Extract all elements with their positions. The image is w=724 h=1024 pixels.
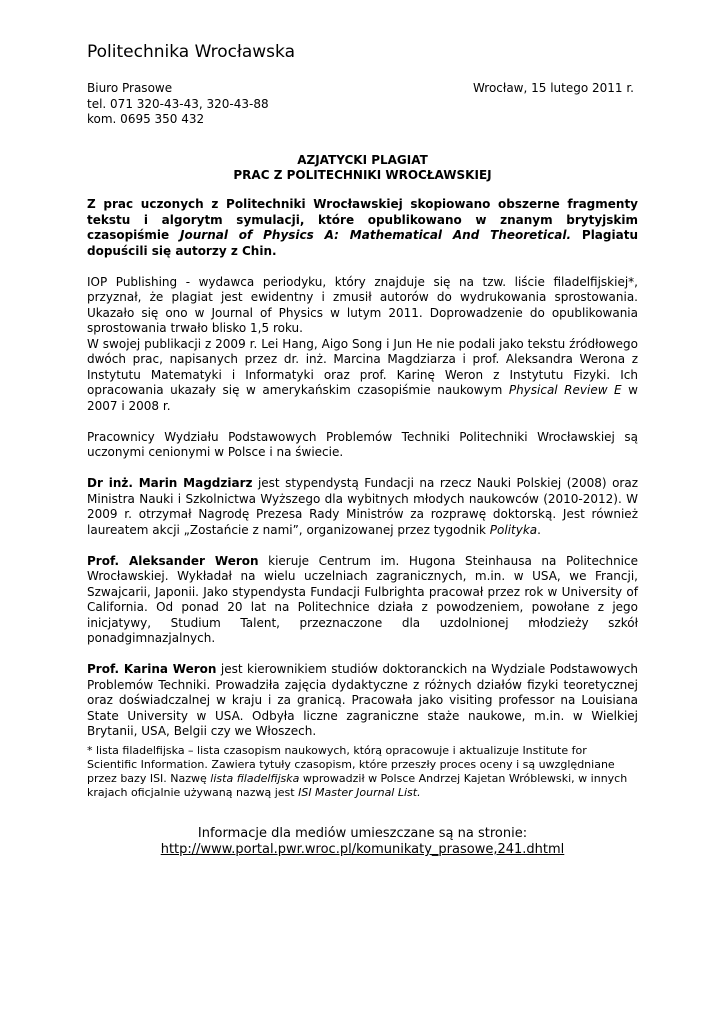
media-info [87,826,638,858]
publication-text-end: w 2007 i 2008 r. [87,383,638,413]
press-office-label: Biuro Prasowe [87,81,173,95]
paragraph-k-weron [87,662,638,740]
footnote-part-1: * lista filadelfijska – lista czasopism naukowych, którą opracowuje i aktualizuje Institute for Scientific Information. Zawiera tytuły czasopism, które przeszły proces oceny i są uwzględniane przez bazy ISI. Nazwę [87,744,615,785]
k-weron-text: jest kierownikiem studiów doktoranckich na Wydziale Podstawowych Problemów Techniki. Prowadziła zajęcia dydaktyczne z różnych działów fizyki teoretycznej oraz doświadczalnej w kraju i za granicą. Pracowała jako visiting professor na Louisiana State University w USA. Odbyła liczne zagraniczne staże naukowe, m.in. w Wielkiej Brytanii, USA, Belgii czy we Włoszech. [87,662,638,738]
paragraph-publication [87,337,638,415]
k-weron-name: Prof. Karina Weron [87,662,217,676]
magdziarz-name: Dr inż. Marin Magdziarz [87,476,253,490]
a-weron-name: Prof. Aleksander Weron [87,553,259,568]
magdziarz-text: jest stypendystą Fundacji na rzecz Nauki Polskiej (2008) oraz Ministra Nauki i Szkolnictwa Wyższego dla wybitnych młodych naukowców (2010-2012). W 2009 r. otrzymał Nagrodę Prezesa Rady Ministrów za rozprawę doktorską. Jest również laureatem akcji „Zostańcie z nami”, organizowanej przez tygodnik [87,476,638,537]
lead-paragraph [87,197,638,259]
release-date: Wrocław, 15 lutego 2011 r. [472,81,634,95]
paragraph-magdziarz [87,476,638,538]
mobile-line: kom. 0695 350 432 [87,112,205,126]
magazine-name: Polityka [489,522,538,537]
footnote-text [87,744,638,800]
publication-text: W swojej publikacji z 2009 r. Lei Hang, Aigo Song i Jun He nie podali jako tekstu źródłowego dwóch prac, napisanych przez dr. inż. Marcina Magdziarza i prof. Aleksandra Werona z Instytutu Matematyki i Informatyki oraz prof. Karinę Weron z Instytutu Fizyki. Ich opracowania ukazały się w amerykańskim czasopiśmie naukowym [87,336,638,397]
lead-text-end: Plagiatu dopuścili się autorzy z Chin. [87,228,638,258]
organization-name: Politechnika Wrocławska [87,42,295,62]
lead-text: Z prac uczonych z Politechniki Wrocławskiej skopiowano obszerne fragmenty tekstu i algorytm symulacji, które opublikowano w znanym brytyjskim czasopiśmie [87,197,638,242]
headline-line-1: AZJATYCKI PLAGIAT [297,153,428,167]
paragraph-a-weron [87,554,638,647]
footnote-term: lista filadelfijska [210,772,300,785]
paragraph-publisher: IOP Publishing - wydawca periodyku, który znajduje się na tzw. liście filadelfijskiej*, przyznał, że plagiat jest ewidentny i zmusił autorów do wydrukowania sprostowania. Ukazało się ono w Journal of Physics w lutym 2011. Doprowadzenie do opublikowania sprostowania trwało blisko 1,5 roku. [87,274,638,335]
footnote-part-2: wprowadził w Polsce Andrzej Kajetan Wróblewski, w innych krajach oficjalnie używaną nazwą jest [87,772,628,799]
telephone-line: tel. 071 320-43-43, 320-43-88 [87,96,269,111]
contact-block [87,81,638,128]
paragraph-staff: Pracownicy Wydziału Podstawowych Problemów Techniki Politechniki Wrocławskiej są uczonymi cenionymi w Polsce i na świecie. [87,429,638,459]
publication-journal: Physical Review E [508,383,622,397]
headline-line-2: PRAC Z POLITECHNIKI WROCŁAWSKIEJ [233,168,492,182]
footnote-isi-name: ISI Master Journal List. [298,786,421,799]
a-weron-text: kieruje Centrum im. Hugona Steinhausa na Politechnice Wrocławskiej. Wykładał na wielu uczelniach zagranicznych, m.in. w USA, we Francji, Szwajcarii, Japonii. Jako stypendysta Fundacji Fulbrighta pracował przez rok w University of California. Od ponad 20 lat na Politechnice działa z powodzeniem, powołane z jego inicjatywy, Studium Talent, przeznaczone dla uzdolnionej młodzieży szkół ponadgimnazjalnych. [87,553,638,645]
footnote [87,744,638,800]
press-releases-link[interactable]: http://www.portal.pwr.wroc.pl/komunikaty_prasowe,241.dhtml [160,842,565,857]
media-info-line: Informacje dla mediów umieszczane są na stronie: [197,826,528,841]
headline [87,153,638,183]
article-body [87,197,638,755]
lead-journal: Journal of Physics A: Mathematical And Theoretical. [180,228,572,242]
magdziarz-text-end: . [537,522,541,537]
